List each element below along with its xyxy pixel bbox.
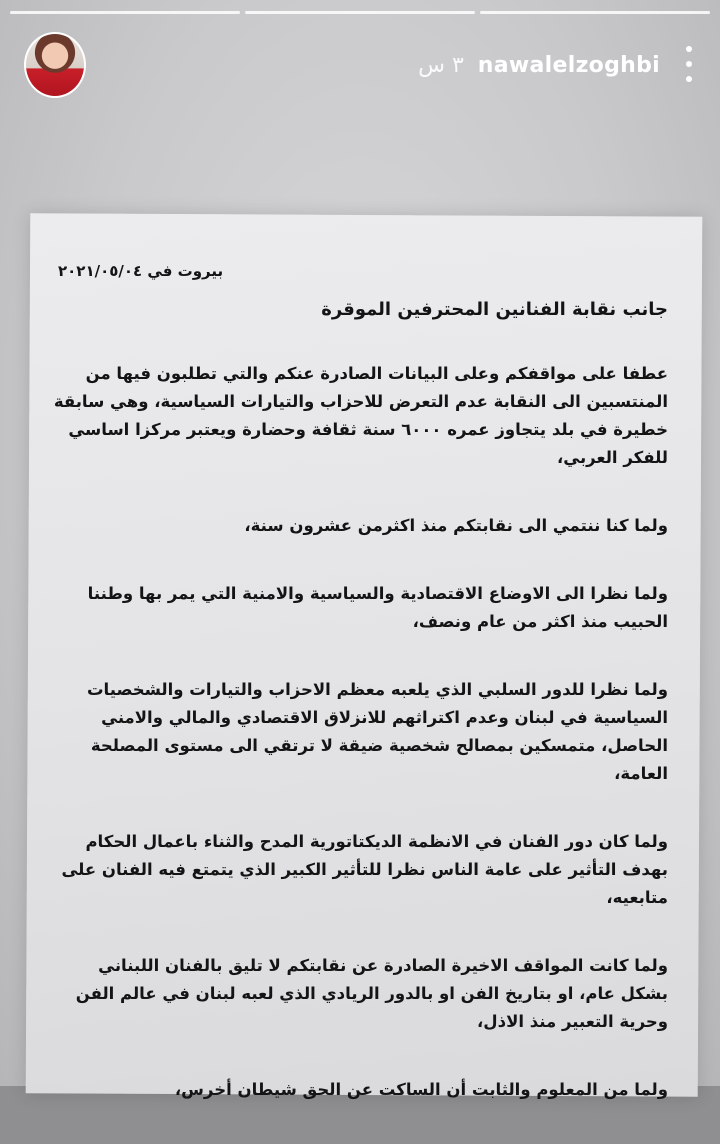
letter-paragraph: ولما كنا ننتمي الى نقابتكم منذ اكثرمن عشرون سنة، [244, 516, 668, 535]
letter-paragraph: عطفا على مواقفكم وعلى البيانات الصادرة عنكم والتي تطلبون فيها من المنتسبين الى النقابة عدم التعرض للاحزاب والتيارات السياسية، وهي سابقة خطيرة في بلد يتجاوز عمره ٦٠٠٠ سنة ثقافة وحضارة ويعتبر مركزا اساسي للفكر العربي، [53, 364, 668, 467]
letter-text [48, 262, 668, 1144]
letter-date: بيروت في ٢٠٢١/٠٥/٠٤ [58, 262, 224, 280]
letter-paragraph: ولما كان دور الفنان في الانظمة الديكتاتورية المدح والثناء باعمال الحكام بهدف التأثير على عامة الناس نظرا للتأثير الكبير الذي يتمتع فيه الفنان على متابعيه، [61, 832, 668, 907]
progress-segment [10, 11, 240, 14]
progress-segment [480, 11, 710, 14]
letter-paragraph: ولما كانت المواقف الاخيرة الصادرة عن نقابتكم لا تليق بالفنان اللبناني بشكل عام، او بتاريخ الفن او بالدور الريادي الذي لعبه لبنان في عالم الفن وحرية التعبير منذ الاذل، [75, 956, 668, 1031]
letter-paragraph: ولما نظرا الى الاوضاع الاقتصادية والسياسية والامنية التي يمر بها وطننا الحبيب منذ اكثر من عام ونصف، [87, 584, 668, 631]
story-progress-bar [10, 11, 710, 14]
letter-addressee: جانب نقابة الفنانين المحترفين الموقرة [321, 299, 668, 320]
progress-segment [245, 11, 475, 14]
letter-paragraph: ولما من المعلوم والثابت أن الساكت عن الحق شيطان أخرس، [174, 1080, 668, 1099]
story-meta [86, 53, 696, 78]
more-options-icon[interactable] [682, 46, 696, 82]
story-header [24, 30, 696, 100]
story-time: ٣ س [418, 52, 464, 78]
username[interactable]: nawalelzoghbi [477, 52, 660, 78]
letter-paragraph: ولما نظرا للدور السلبي الذي يلعبه معظم الاحزاب والتيارات والشخصيات السياسية في لبنان وعدم اكتراثهم للانزلاق الاقتصادي والمالي والامني الحاصل، متمسكين بمصالح شخصية ضيقة لا ترتقي الى مستوى المصلحة العامة، [86, 680, 668, 783]
avatar[interactable] [24, 32, 86, 98]
